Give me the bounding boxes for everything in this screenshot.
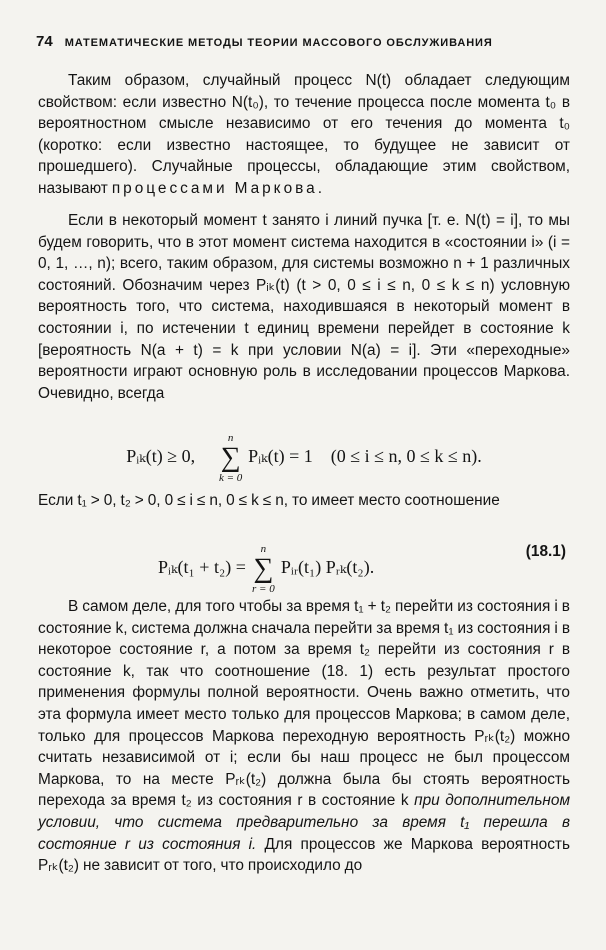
formula2-left: Pᵢₖ(t₁ + t₂) = bbox=[158, 557, 246, 578]
para4-text-b: Для процессов же Маркова вероятность Pᵣₖ(t₂) не зависит от того, что происходило до bbox=[38, 835, 570, 875]
formula1-left: Pᵢₖ(t) ≥ 0, bbox=[126, 446, 196, 467]
paragraph-states bbox=[38, 210, 570, 404]
para2-text: Если в некоторый момент t занято i линий пучка [т. е. N(t) = i], то мы будем говорить, что в этот момент система находится в «состоянии i» (i = 0, 1, …, n); всего, таким образом, для системы возможно n + 1 различных состояний. Обозначим через Pᵢₖ(t) (t > 0, 0 ≤ i ≤ n, 0 ≤ k ≤ n) условную вероятность того, что система, находившаяся в некоторый момент в состоянии i, по истечении t единиц времени перейдет в состояние k [вероятность N(a + t) = k при условии N(a) = i]. Эти «переходные» вероятности играют основную роль в исследовании процессов Маркова. Очевидно, всегда bbox=[38, 212, 570, 402]
sum-symbol: n ∑ k = 0 bbox=[218, 432, 243, 484]
running-title: МАТЕМАТИЧЕСКИЕ МЕТОДЫ ТЕОРИИ МАССОВОГО ОБСЛУЖИВАНИЯ bbox=[64, 37, 493, 49]
paragraph-conditions bbox=[38, 490, 570, 512]
sum-lower-limit: r = 0 bbox=[252, 583, 275, 595]
formula2-sum-body: Pᵢᵣ(t₁) Pᵣₖ(t₂). bbox=[280, 557, 375, 578]
para4-text-a: В самом деле, для того чтобы за время t₁ + t₂ перейти из состояния i в состояние k, система должна сначала перейти за время t₁ из состояния i в некоторое состояние r, а потом за время t₂ перейти из состояния r в состояние k, так что соотношение (18. 1) есть результат простого применения формулы полной вероятности. Очень важно отметить, что эта формула имеет место только для процессов Маркова; в самом деле, только для процессов Маркова переходную вероятность Pᵣₖ(t₂) можно считать независимой от i; если бы наш процесс не был процессом Маркова, то на месте Pᵣₖ(t₂) должна была бы стоять вероятность перехода за время t₂ из состояния r в состояние k bbox=[38, 598, 570, 810]
sum-upper-limit: n bbox=[227, 432, 234, 444]
paragraph-explanation bbox=[38, 596, 570, 877]
formula1-sum-body: Pᵢₖ(t) = 1 bbox=[248, 446, 313, 467]
formula1-conditions: (0 ≤ i ≤ n, 0 ≤ k ≤ n). bbox=[330, 446, 482, 467]
term-markov-processes: процессами Маркова. bbox=[111, 179, 325, 197]
sum-symbol: n ∑ r = 0 bbox=[252, 543, 275, 595]
equation-number: (18.1) bbox=[525, 543, 566, 560]
page-number: 74 bbox=[36, 33, 53, 50]
formula-probability-bounds bbox=[38, 432, 570, 484]
para4-emphasis: при дополнительном условии, что система предварительно за время t₁ перешла в состояние r из состояния i. bbox=[38, 792, 570, 853]
para1-text: Таким образом, случайный процесс N(t) обладает следующим свойством: если известно N(t₀), то течение процесса после момента t₀ в вероятностном смысле независимо от его течения до момента t₀ (коротко: если известно настоящее, то будущее не зависит от прошедшего). Случайные процессы, обладающие этим свойством, называют bbox=[38, 72, 570, 197]
paragraph-markov-property bbox=[38, 70, 570, 200]
para3-text: Если t₁ > 0, t₂ > 0, 0 ≤ i ≤ n, 0 ≤ k ≤ n, то имеет место соотношение bbox=[38, 492, 500, 509]
running-header bbox=[36, 33, 570, 50]
sum-upper-limit: n bbox=[260, 543, 267, 555]
sum-lower-limit: k = 0 bbox=[218, 472, 243, 484]
